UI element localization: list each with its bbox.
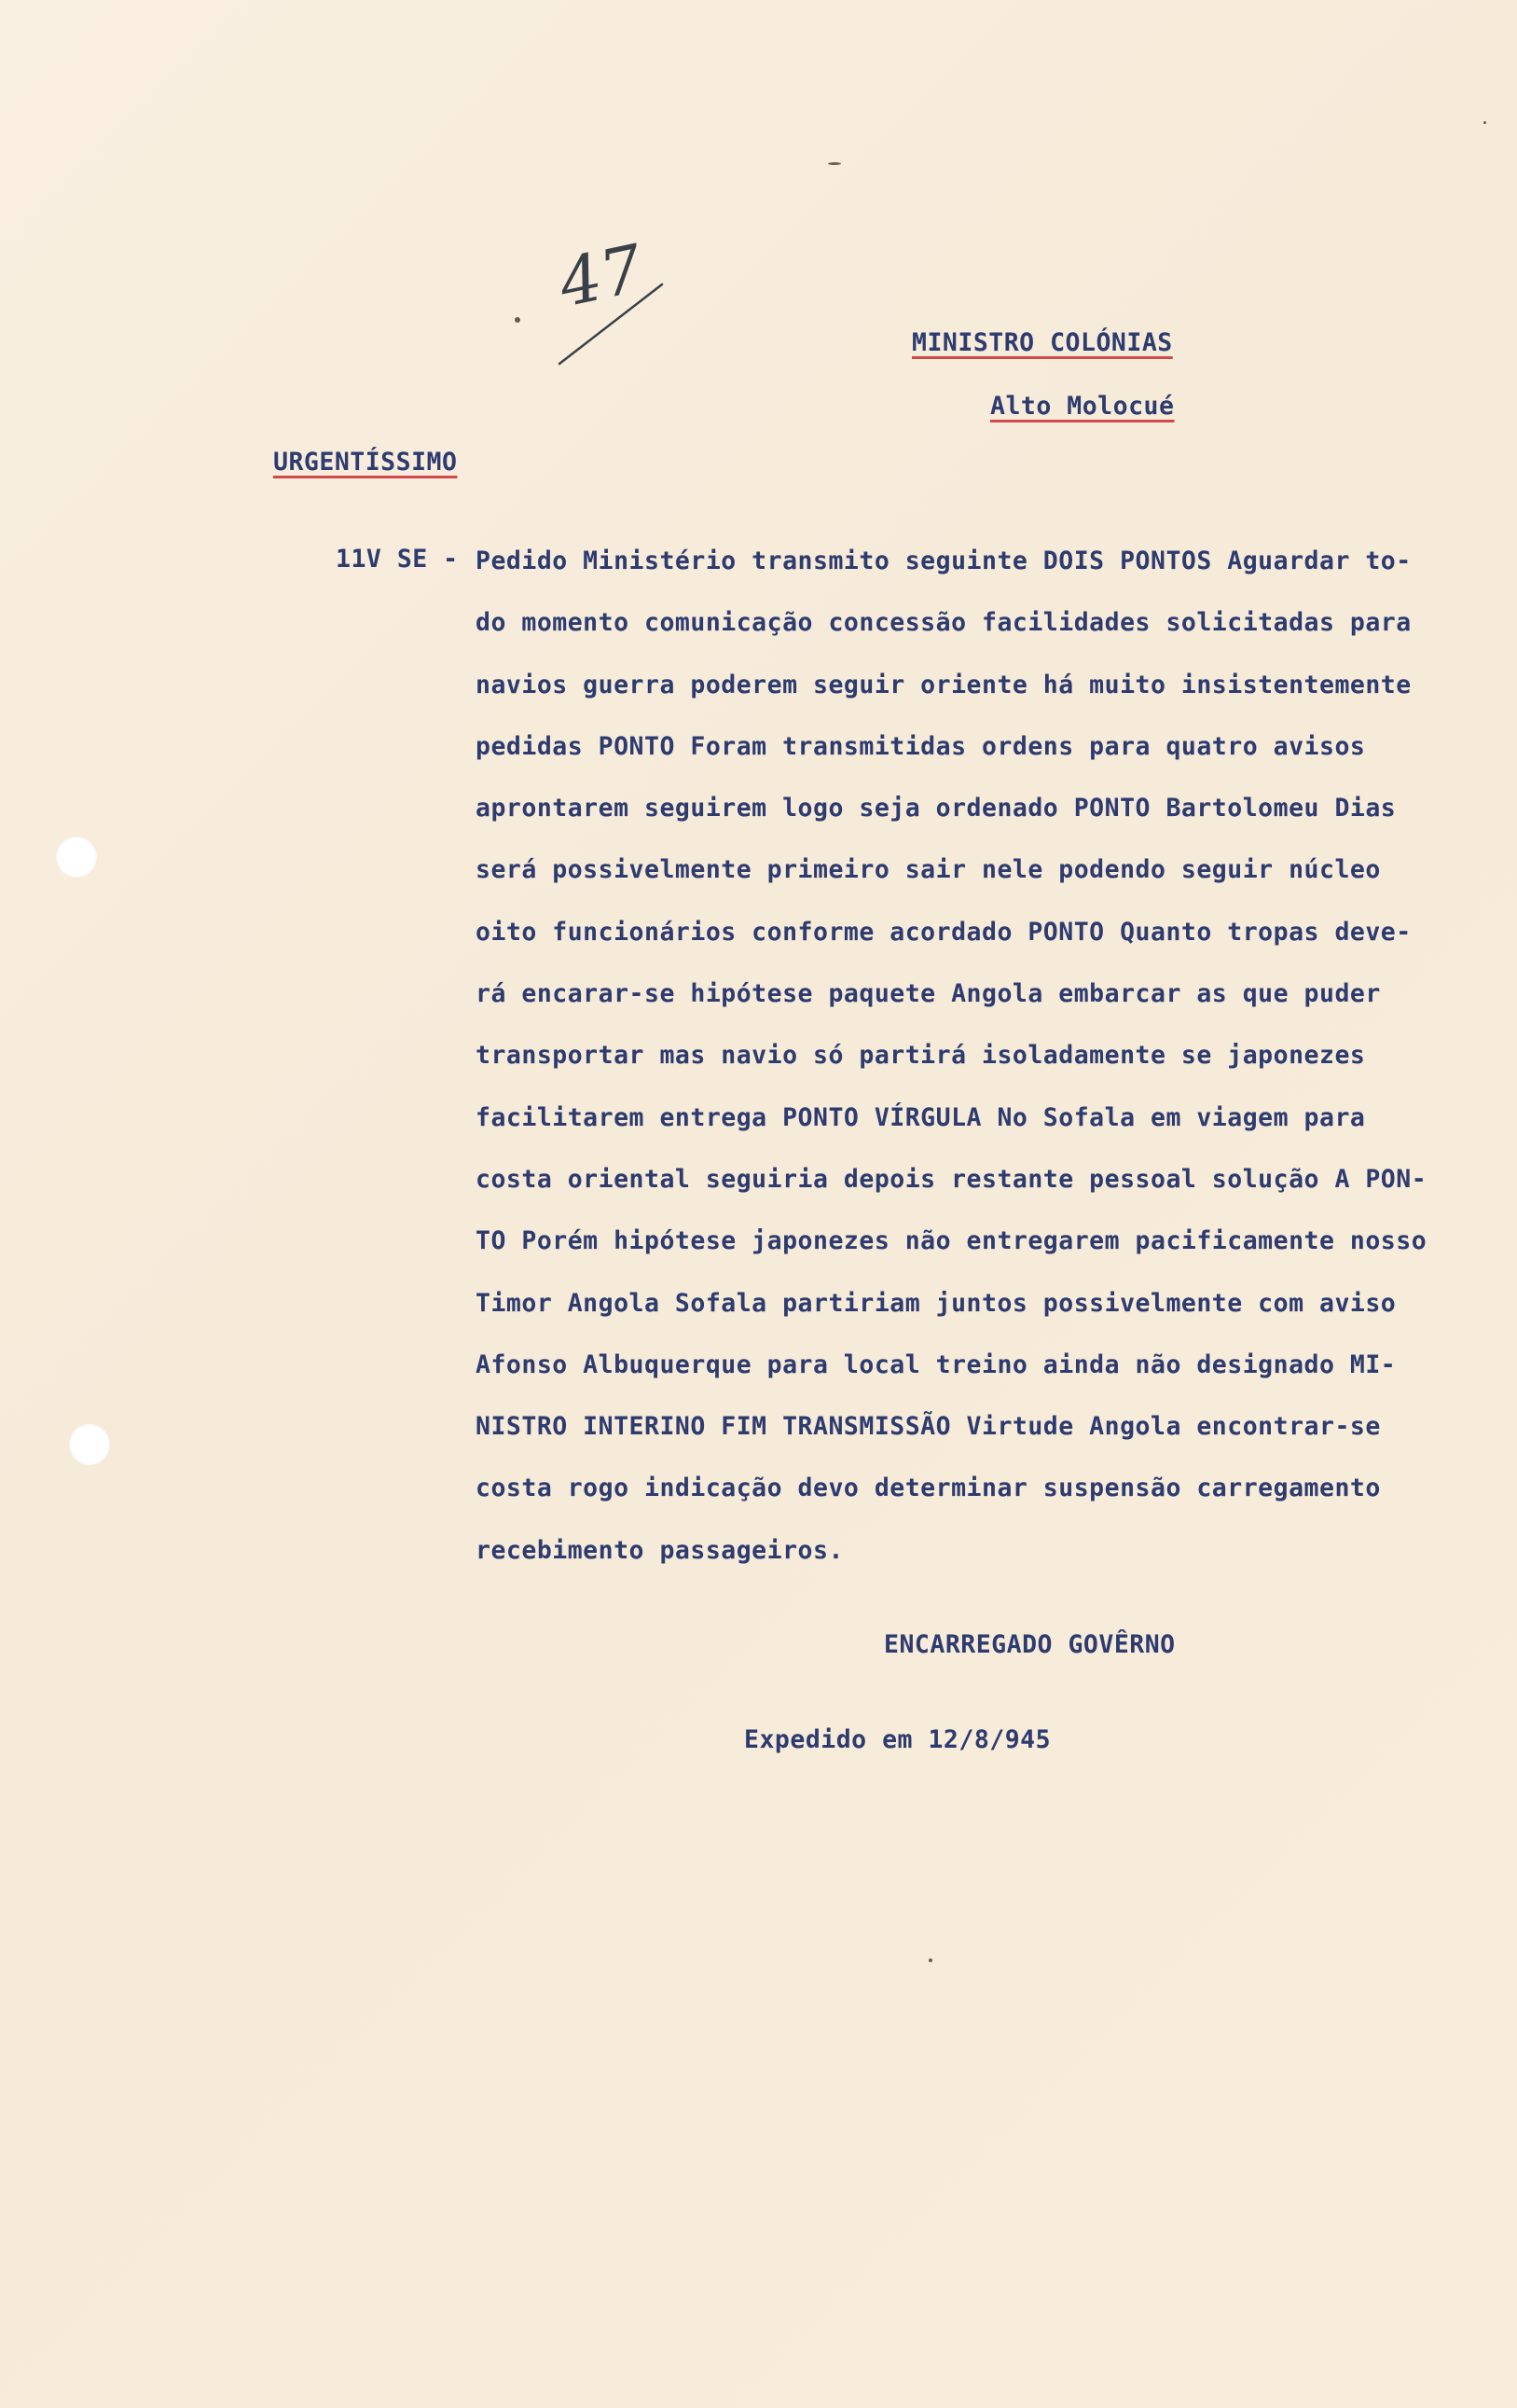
body-line: costa rogo indicação devo determinar suspensão carregamento [476,1474,1381,1503]
body-line: recebimento passageiros. [476,1535,844,1565]
body-line: do momento comunicação concessão facilidades solicitadas para [476,608,1412,638]
paper-speck [828,162,841,165]
body-line: NISTRO INTERINO FIM TRANSMISSÃO Virtude Angola encontrar-se [476,1412,1381,1442]
body-line: TO Porém hipótese japonezes não entregarem pacificamente nosso [476,1226,1427,1256]
folio-number: 47 [552,229,650,323]
signature-line: ENCARREGADO GOVÊRNO [884,1630,1176,1659]
paper-speck [929,1958,932,1962]
body-line: transportar mas navio só partirá isoladamente se japonezes [476,1041,1366,1071]
body-line: costa oriental seguiria depois restante pessoal solução A PON- [476,1164,1427,1194]
paper-speck [515,317,520,323]
sent-date-note: Expedido em 12/8/945 [744,1725,1052,1754]
telegram-reference: 11V SE - [336,545,459,574]
body-line: navios guerra poderem seguir oriente há muito insistentemente [476,670,1412,699]
punch-hole [56,837,97,878]
body-line: facilitarem entrega PONTO VÍRGULA No Sofala em viagem para [476,1102,1366,1132]
body-line: rá encarar-se hipótese paquete Angola embarcar as que puder [476,979,1381,1009]
body-line: pedidas PONTO Foram transmitidas ordens para quatro avisos [476,731,1366,761]
priority-label: URGENTÍSSIMO [273,448,458,477]
body-line: será possivelmente primeiro sair nele podendo seguir núcleo [476,855,1381,885]
body-line: aprontarem seguirem logo seja ordenado PONTO Bartolomeu Dias [476,794,1397,823]
body-line: Pedido Ministério transmito seguinte DOIS PONTOS Aguardar to- [476,547,1412,575]
folio-stroke-icon [522,219,681,378]
telegram-body [476,545,1464,1596]
body-line: oito funcionários conforme acordado PONTO Quanto tropas deve- [476,917,1412,947]
body-line: Timor Angola Sofala partiriam juntos possivelmente com aviso [476,1288,1397,1318]
punch-hole [69,1424,110,1465]
origin-heading: Alto Molocué [990,392,1175,421]
destination-heading: MINISTRO COLÓNIAS [912,328,1173,357]
folio-mark [522,219,681,378]
paper-speck [1483,121,1486,124]
body-line: Afonso Albuquerque para local treino ainda não designado MI- [476,1349,1397,1379]
